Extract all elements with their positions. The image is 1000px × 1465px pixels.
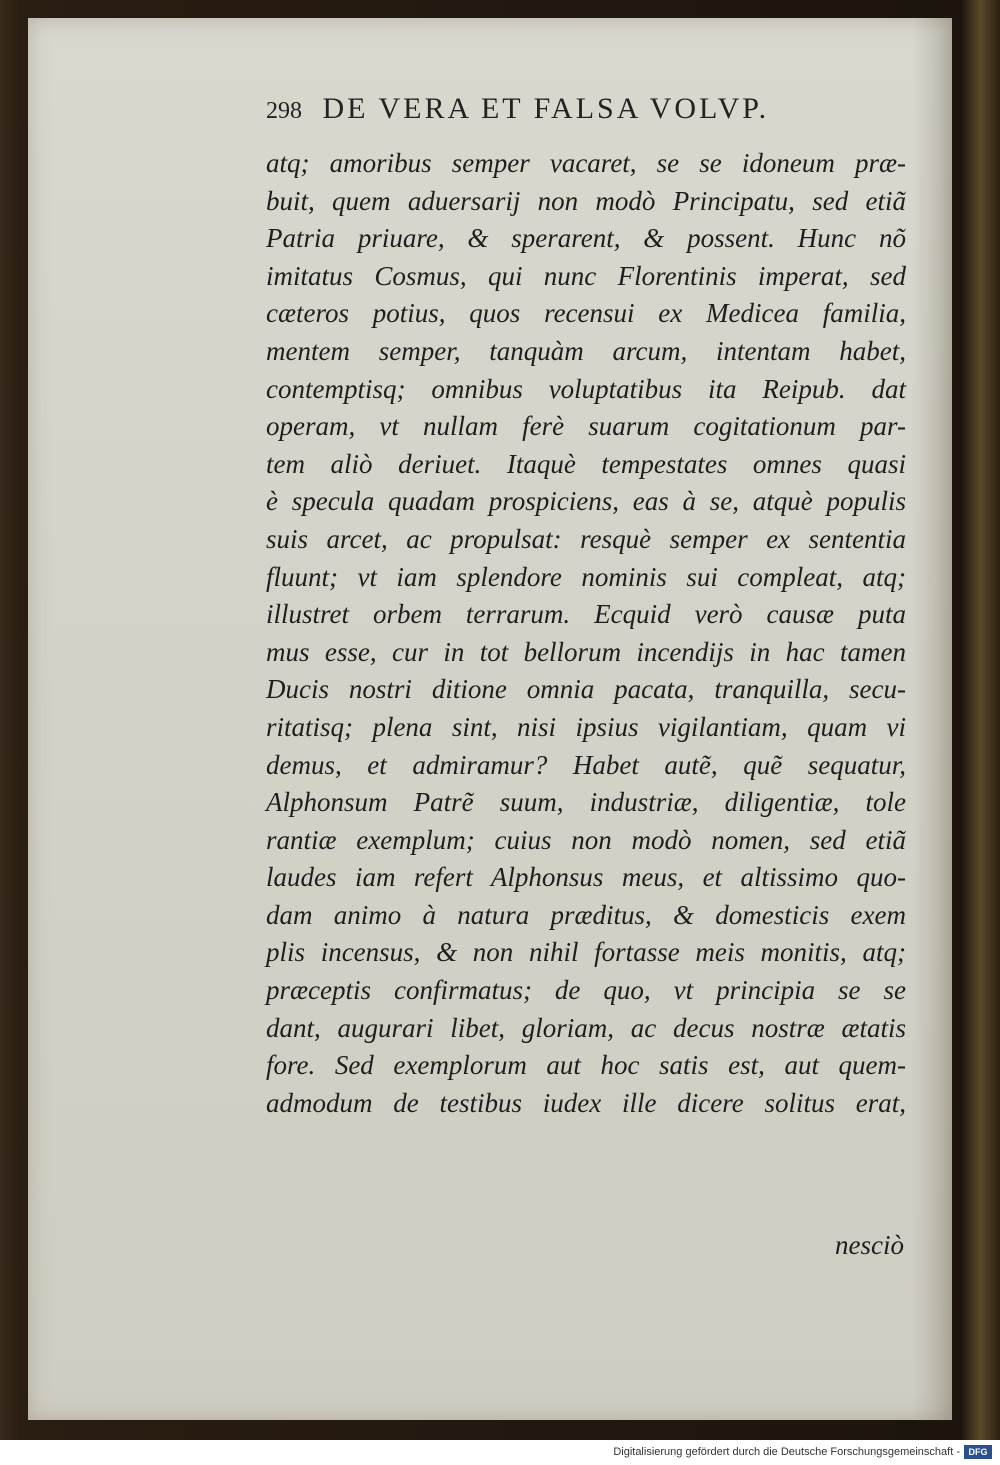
text-line: atq; amoribus semper vacaret, se se idoneum præ-	[266, 148, 906, 178]
text-line: mus esse, cur in tot bellorum incendijs in hac tamen	[266, 636, 906, 667]
text-line: Alphonsum Patrẽ suum, industriæ, diligentiæ, tole	[266, 787, 906, 818]
text-line: contemptisq; omnibus voluptatibus ita Reipub. dat	[266, 373, 906, 404]
body-text-block	[266, 145, 906, 1122]
text-line: fore. Sed exemplorum aut hoc satis est, aut quem-	[266, 1050, 906, 1081]
text-line: tem aliò deriuet. Itaquè tempestates omnes quasi	[266, 448, 906, 479]
text-line: rantiæ exemplum; cuius non modò nomen, sed etiã	[266, 824, 906, 855]
text-line: operam, vt nullam ferè suarum cogitationum par-	[266, 411, 906, 442]
text-line: ritatisq; plena sint, nisi ipsius vigilantiam, quam vi	[266, 711, 906, 742]
text-line: Ducis nostri ditione omnia pacata, tranquilla, secu-	[266, 674, 906, 705]
text-line: laudes iam refert Alphonsus meus, et altissimo quo-	[266, 862, 906, 893]
text-line: admodum de testibus iudex ille dicere solitus erat,	[266, 1087, 906, 1118]
text-line: plis incensus, & non nihil fortasse meis monitis, atq;	[266, 937, 906, 968]
text-line: imitatus Cosmus, qui nunc Florentinis imperat, sed	[266, 260, 906, 291]
text-line: præceptis confirmatus; de quo, vt principia se se	[266, 975, 906, 1006]
running-header	[266, 92, 886, 126]
dfg-logo-icon: DFG	[964, 1445, 992, 1459]
text-line: dant, augurari libet, gloriam, ac decus nostræ ætatis	[266, 1012, 906, 1043]
text-line: mentem semper, tanquàm arcum, intentam habet,	[266, 335, 906, 366]
text-line: fluunt; vt iam splendore nominis sui compleat, atq;	[266, 561, 906, 592]
text-line: demus, et admiramur? Habet autẽ, quẽ sequatur,	[266, 749, 906, 780]
digitization-credit: Digitalisierung gefördert durch die Deutsche Forschungsgemeinschaft -	[613, 1446, 960, 1458]
book-spine-edge	[960, 0, 1000, 1440]
running-title: DE VERA ET FALSA VOLVP.	[322, 92, 770, 125]
text-line: è specula quadam prospiciens, eas à se, atquè populis	[266, 486, 906, 517]
text-line: cæteros potius, quos recensui ex Medicea familia,	[266, 298, 906, 329]
page-number: 298	[266, 98, 302, 124]
text-line: dam animo à natura præditus, & domesticis exem	[266, 899, 906, 930]
text-line: Patria priuare, & sperarent, & possent. Hunc nõ	[266, 223, 906, 254]
text-line: suis arcet, ac propulsat: resquè semper ex sententia	[266, 523, 906, 554]
text-line: buit, quem aduersarij non modò Principatu, sed etiã	[266, 185, 906, 216]
text-line: illustret orbem terrarum. Ecquid verò causæ puta	[266, 599, 906, 630]
catchword: nesciò	[835, 1230, 904, 1260]
